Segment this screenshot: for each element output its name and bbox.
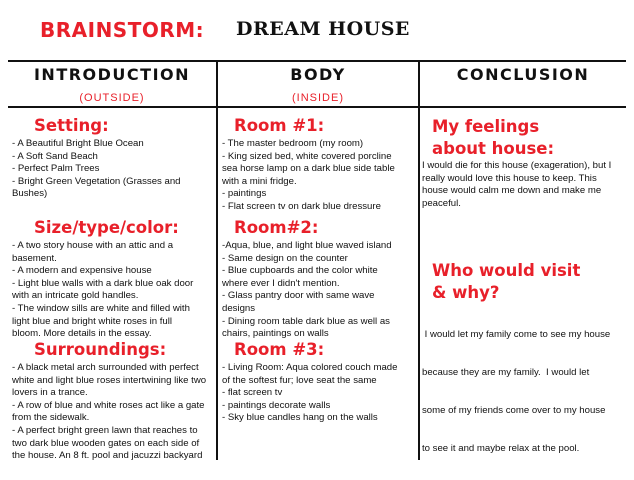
list-item: lovers in a trance.	[12, 387, 88, 399]
feelings-heading	[432, 116, 554, 160]
list-item: - Glass pantry door with same wave	[222, 290, 375, 302]
column-heading-introduction: INTRODUCTION	[33, 65, 191, 84]
column-heading-body: BODY	[290, 65, 346, 84]
list-item: - Living Room: Aqua colored couch made	[222, 362, 398, 373]
visit-heading-line-1: Who would visit	[432, 261, 581, 280]
list-item: two dark blue wooden gates on each side of	[12, 437, 200, 449]
list-item: - A Beautiful Bright Blue Ocean	[12, 138, 144, 149]
visit-heading	[432, 260, 580, 304]
page-title: DREAM HOUSE	[236, 18, 410, 40]
list-item: - Blue cupboards and the color white	[222, 265, 378, 277]
list-item: - Bright Green Vegetation (Grasses and	[12, 175, 181, 187]
list-item: basement.	[12, 252, 57, 264]
table-top-border	[8, 60, 626, 62]
list-item: - paintings decorate walls	[222, 399, 331, 411]
list-item: bloom. More details in the essay.	[12, 328, 152, 340]
size-type-color-list	[12, 240, 214, 341]
feelings-heading-line-1: My feelings	[432, 117, 540, 136]
column-divider-1	[216, 60, 218, 460]
visit-paragraph	[422, 304, 628, 480]
room-2-heading: Room#2:	[234, 218, 319, 237]
list-item: - Dining room table dark blue as well as	[222, 315, 390, 327]
feelings-paragraph	[422, 160, 628, 210]
list-item: - paintings	[222, 188, 267, 200]
list-item: the house. An 8 ft. pool and jacuzzi backyard	[12, 450, 203, 462]
surroundings-heading: Surroundings:	[34, 340, 167, 359]
column-divider-2	[418, 60, 420, 460]
list-item: - King sized bed, white covered porcline	[222, 150, 392, 162]
setting-heading: Setting:	[34, 116, 109, 135]
list-item: chairs, paintings on walls	[222, 328, 329, 340]
surroundings-list	[12, 362, 216, 463]
paragraph-line: some of my friends come over to my house	[422, 404, 606, 416]
list-item: - The master bedroom (my room)	[222, 138, 364, 149]
list-item: -Aqua, blue, and light blue waved island	[222, 240, 392, 251]
list-item: from the sidewalk.	[12, 412, 90, 424]
list-item: - A two story house with an attic and a	[12, 240, 174, 251]
paragraph-line: house would calm me down and make me	[422, 185, 602, 197]
list-item: white and light blue roses intertwining like two	[12, 374, 207, 386]
list-item: where ever I didn't mention.	[222, 277, 340, 289]
list-item: - Perfect Palm Trees	[12, 163, 100, 175]
size-type-color-heading: Size/type/color:	[34, 218, 179, 237]
brainstorm-label: BRAINSTORM:	[40, 18, 205, 42]
paragraph-line: to see it and maybe relax at the pool.	[422, 442, 580, 454]
list-item: with a mini fridge.	[222, 175, 297, 187]
brainstorm-table	[8, 60, 628, 460]
list-item: - Flat screen tv on dark blue dressure	[222, 200, 381, 212]
room-3-heading: Room #3:	[234, 340, 325, 359]
list-item: - The window sills are white and filled with	[12, 302, 190, 314]
paragraph-line: I would let my family come to see my house	[422, 329, 611, 341]
list-item: - Sky blue candles hang on the walls	[222, 412, 378, 424]
list-item: - A row of blue and white roses act like a gate	[12, 399, 205, 411]
list-item: - A modern and expensive house	[12, 265, 152, 277]
list-item: - Same design on the counter	[222, 252, 348, 264]
list-item: - A black metal arch surrounded with perfect	[12, 362, 199, 373]
table-header-divider	[8, 106, 626, 108]
list-item: sea horse lamp on a dark blue side table	[222, 163, 395, 175]
room-2-list	[222, 240, 418, 341]
paragraph-line: I would die for this house (exageration), but I	[422, 160, 612, 171]
list-item: - A Soft Sand Beach	[12, 150, 98, 162]
paragraph-line: because they are my family. I would let	[422, 366, 590, 378]
column-heading-conclusion: CONCLUSION	[456, 65, 590, 84]
list-item: light blue and bright white roses in full	[12, 315, 172, 327]
room-1-list	[222, 138, 418, 214]
list-item: - flat screen tv	[222, 387, 283, 399]
list-item: - Light blue walls with a dark blue oak door	[12, 277, 194, 289]
list-item: - A perfect bright green lawn that reaches to	[12, 424, 198, 436]
feelings-heading-line-2: about house:	[432, 139, 555, 158]
paragraph-line: really would love this house to keep. This	[422, 172, 597, 184]
list-item: Bushes)	[12, 188, 48, 200]
column-subheading-inside: (INSIDE)	[292, 92, 344, 104]
setting-list	[12, 138, 214, 201]
room-3-list	[222, 362, 418, 425]
column-subheading-outside: (OUTSIDE)	[79, 92, 145, 104]
visit-heading-line-2: & why?	[432, 283, 500, 302]
list-item: designs	[222, 302, 256, 314]
room-1-heading: Room #1:	[234, 116, 325, 135]
list-item: of the softest fur; love seat the same	[222, 374, 377, 386]
list-item: with an intricate gold handles.	[12, 290, 139, 302]
paragraph-line: peaceful.	[422, 197, 461, 209]
